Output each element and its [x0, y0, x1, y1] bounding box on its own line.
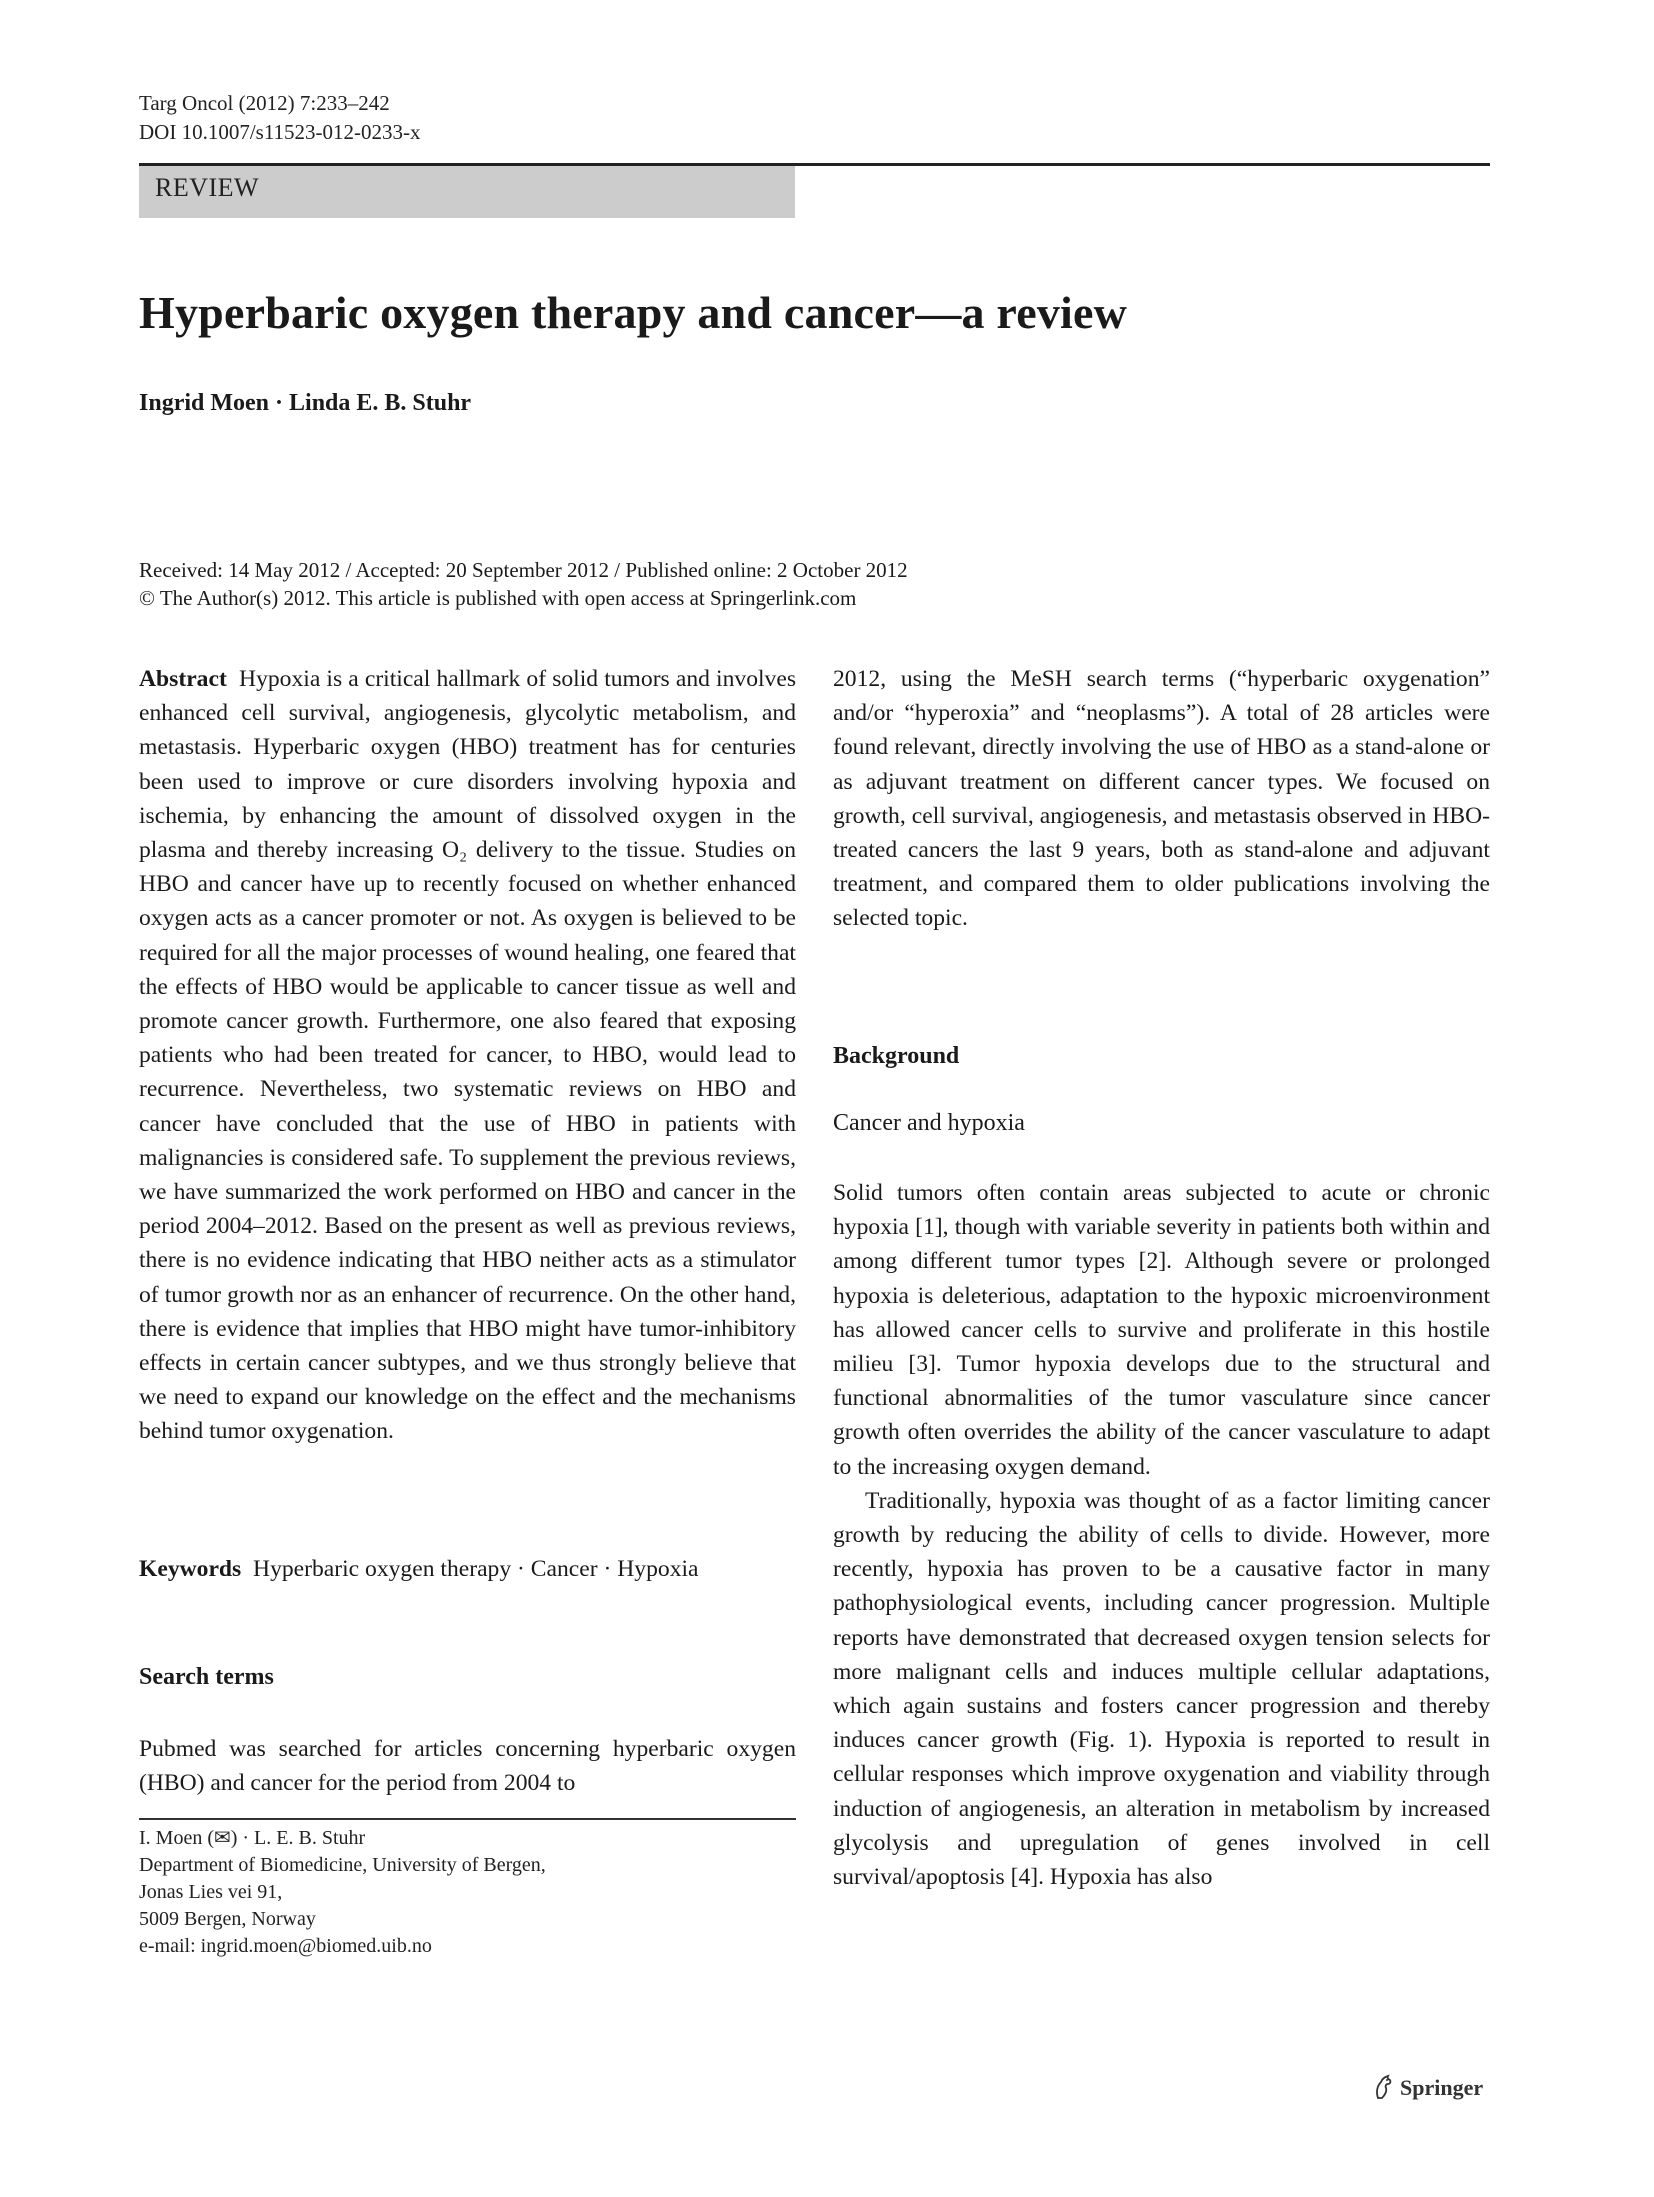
doi-line: DOI 10.1007/s11523-012-0233-x	[139, 120, 421, 144]
publisher-name: Springer	[1400, 2075, 1484, 2101]
search-terms-continued	[833, 662, 1490, 936]
footnote-email[interactable]: e-mail: ingrid.moen@biomed.uib.no	[139, 1935, 432, 1957]
abstract-text: Hypoxia is a critical hallmark of solid tumors and involves enhanced cell survival, angiogenesis, glycolytic metabolism, and metastasis. Hyperbaric oxygen (HBO) treatment has for centuries been used to improve or cure disorders involving hypoxia and ischemia, by enhancing the amount of dissolved oxygen in the plasma and thereby increasing O₂ delivery to the tissue. Studies on HBO and cancer have up to recently focused on whether enhanced oxygen acts as a cancer promoter or not. As oxygen is believed to be required for all the major processes of wound healing, one feared that the effects of HBO would be applicable to cancer tissue as well and promote cancer growth. Furthermore, one also feared that exposing patients who had been treated for cancer, to HBO, would lead to recurrence. Nevertheless, two systematic reviews on HBO and cancer have concluded that the use of HBO in patients with malignancies is considered safe. To supplement the previous reviews, we have summarized the work performed on HBO and cancer in the period 2004–2012. Based on the present as well as previous reviews, there is no evidence indicating that HBO neither acts as a stimulator of tumor growth nor as an enhancer of recurrence. On the other hand, there is evidence that implies that HBO might have tumor-inhibitory effects in certain cancer subtypes, and we thus strongly believe that we need to expand our knowledge on the effect and the mechanisms behind tumor oxygenation.	[139, 666, 796, 1445]
journal-citation: Targ Oncol (2012) 7:233–242	[139, 91, 390, 115]
footnote-rule	[139, 1818, 796, 1820]
springer-horse-icon	[1372, 2074, 1394, 2106]
author-list: Ingrid Moen · Linda E. B. Stuhr	[139, 390, 472, 416]
publication-dates: Received: 14 May 2012 / Accepted: 20 September 2012 / Published online: 2 October 2012	[139, 558, 908, 582]
search-terms-heading: Search terms	[139, 1664, 274, 1690]
footnote-department: Department of Biomedicine, University of Bergen,	[139, 1854, 546, 1876]
keywords-label: Keywords	[139, 1556, 242, 1582]
background-paragraph-2: Traditionally, hypoxia was thought of as a factor limiting cancer growth by reducing the ability of cells to divide. However, more recently, hypoxia has proven to be a causative factor in many pathophysiological events, including cancer progression. Multiple reports have demonstrated that decreased oxygen tension selects for more malignant cells and induces multiple cellular adaptations, which again sustains and fosters cancer progression and thereby induces cancer growth (Fig. 1). Hypoxia is reported to result in cellular responses which improve oxygenation and viability through induction of angiogenesis, an alteration in metabolism by increased glycolysis and upregulation of genes involved in cell survival/apoptosis [4]. Hypoxia has also	[833, 1487, 1490, 1891]
search-terms-continued-text: 2012, using the MeSH search terms (“hyperbaric oxygenation” and/or “hyperoxia” and “neoplasms”). A total of 28 articles were found relevant, directly involving the use of HBO as a stand-alone or as adjuvant treatment on different cancer types. We focused on growth, cell survival, angiogenesis, and metastasis observed in HBO-treated cancers the last 9 years, both as stand-alone and adjuvant treatment, and compared them to older publications involving the selected topic.	[833, 666, 1490, 932]
keywords-text: Hyperbaric oxygen therapy · Cancer · Hypoxia	[253, 1556, 699, 1582]
background-paragraph-1: Solid tumors often contain areas subjected to acute or chronic hypoxia [1], though with variable severity in patients both within and among different tumor types [2]. Although severe or prolonged hypoxia is deleterious, adaptation to the hypoxic microenvironment has allowed cancer cells to survive and proliferate in this hostile milieu [3]. Tumor hypoxia develops due to the structural and functional abnormalities of the tumor vasculature since cancer growth often overrides the ability of the cancer vasculature to adapt to the increasing oxygen demand.	[833, 1180, 1490, 1480]
footnote-street: Jonas Lies vei 91,	[139, 1881, 283, 1903]
background-heading: Background	[833, 1043, 960, 1069]
section-label: REVIEW	[155, 173, 260, 202]
copyright-notice: © The Author(s) 2012. This article is published with open access at Springerlink.com	[139, 586, 857, 610]
article-title: Hyperbaric oxygen therapy and cancer—a review	[139, 287, 1128, 338]
keywords-line	[139, 1556, 699, 1583]
publisher-footer	[1372, 2074, 1483, 2106]
background-body	[833, 1176, 1490, 1894]
abstract-label: Abstract	[139, 666, 227, 692]
footnote-city: 5009 Bergen, Norway	[139, 1908, 316, 1930]
footnote-authors: I. Moen (✉) · L. E. B. Stuhr	[139, 1827, 366, 1849]
search-terms-text	[139, 1732, 796, 1800]
cancer-hypoxia-subheading: Cancer and hypoxia	[833, 1110, 1025, 1136]
search-terms-paragraph: Pubmed was searched for articles concerning hyperbaric oxygen (HBO) and cancer for the period from 2004 to	[139, 1736, 796, 1797]
abstract-block	[139, 662, 796, 1449]
